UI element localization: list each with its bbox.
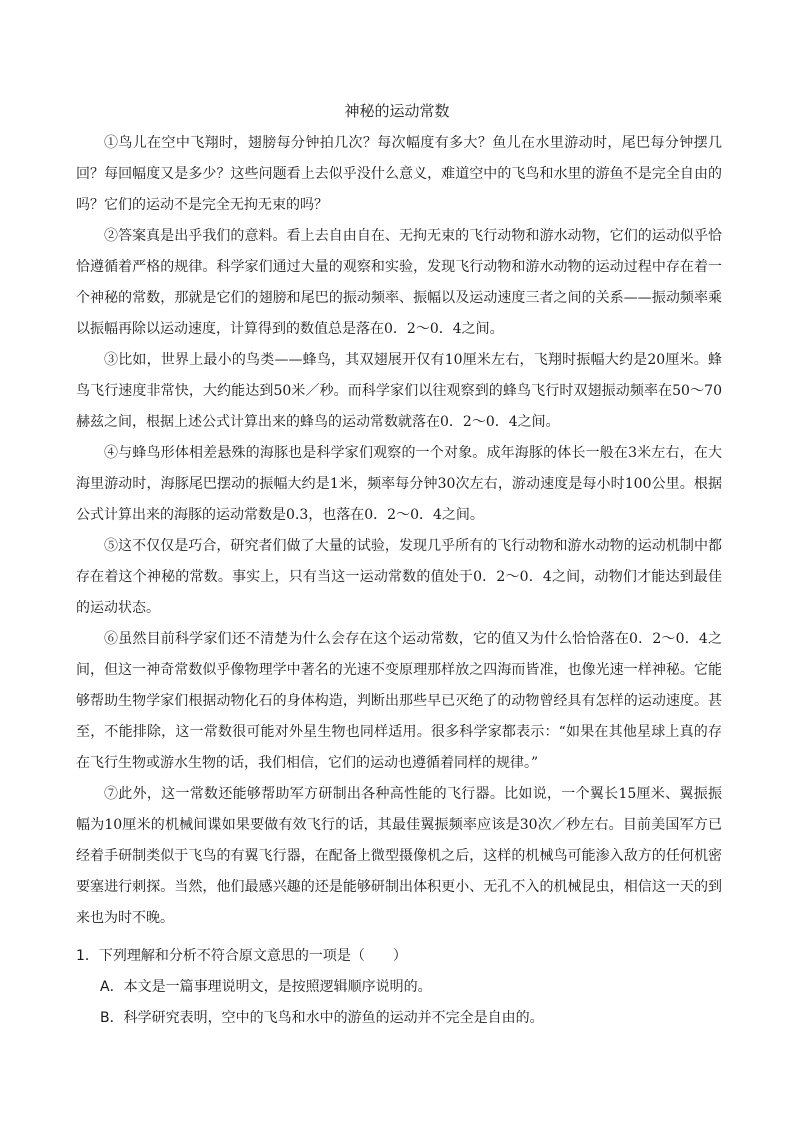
paragraph-5: ⑤这不仅仅是巧合，研究者们做了大量的试验，发现几乎所有的飞行动物和游水动物的运动机制中都存在着这个神秘的常数。事实上，只有当这一运动常数的值处于0．2～0．4之间，动物们才能达到最佳的运动状态。 [76,538,722,616]
question-stem: 1．下列理解和分析不符合原文意思的一项是（ ） [76,948,407,964]
paragraph-3: ③比如，世界上最小的鸟类——蜂鸟，其双翅展开仅有10厘米左右，飞翔时振幅大约是20厘米。蜂鸟飞行速度非常快，大约能达到50米／秒。而科学家们以往观察到的蜂鸟飞行时双翅振动频率在50～70赫兹之间，根据上述公式计算出来的蜂鸟的运动常数就落在0．2～0．4之间。 [76,352,722,430]
paragraph-4: ④与蜂鸟形体相差悬殊的海豚也是科学家们观察的一个对象。成年海豚的体长一般在3米左右，在大海里游动时，海豚尾巴摆动的振幅大约是1米，频率每分钟30次左右，游动速度是每小时100公里。根据公式计算出来的海豚的运动常数是0.3，也落在0．2～0．4之间。 [76,445,722,523]
question-1 [76,941,722,1034]
option-a: A．本文是一篇事理说明文，是按照逻辑顺序说明的。 [100,979,432,995]
option-b: B．科学研究表明，空中的飞鸟和水中的游鱼的运动并不完全是自由的。 [100,1010,544,1026]
paragraph-7: ⑦此外，这一常数还能够帮助军方研制出各种高性能的飞行器。比如说，一个翼长15厘米、翼振振幅为10厘米的机械间谍如果要做有效飞行的话，其最佳翼振频率应该是30次／秒左右。目前美国军方已经着手研制类似于飞鸟的有翼飞行器，在配备上微型摄像机之后，这样的机械鸟可能渗入敌方的任何机密要塞进行刺探。当然，他们最感兴趣的还是能够研制出体积更小、无孔不入的机械昆虫，相信这一天的到来也为时不晚。 [76,786,722,926]
paragraph-2: ②答案真是出乎我们的意料。看上去自由自在、无拘无束的飞行动物和游水动物，它们的运动似乎恰恰遵循着严格的规律。科学家们通过大量的观察和实验，发现飞行动物和游水动物的运动过程中存在着一个神秘的常数，那就是它们的翅膀和尾巴的振动频率、振幅以及运动速度三者之间的关系——振动频率乘以振幅再除以运动速度，计算得到的数值总是落在0．2～0．4之间。 [76,228,722,337]
paragraph-6: ⑥虽然目前科学家们还不清楚为什么会存在这个运动常数，它的值又为什么恰恰落在0．2～0．4之间，但这一神奇常数似乎像物理学中著名的光速不变原理那样放之四海而皆准，也像光速一样神秘。它能够帮助生物学家们根据动物化石的身体构造，判断出那些早已灭绝了的动物曾经具有怎样的运动速度。甚至，不能排除，这一常数很可能对外星生物也同样适用。很多科学家都表示：“如果在其他星球上真的存在飞行生物或游水生物的话，我们相信，它们的运动也遵循着同样的规律。” [76,631,722,771]
paragraph-1: ①鸟儿在空中飞翔时，翅膀每分钟拍几次？每次幅度有多大？鱼儿在水里游动时，尾巴每分钟摆几回？每回幅度又是多少？这些问题看上去似乎没什么意义，难道空中的飞鸟和水里的游鱼不是完全自由的吗？它们的运动不是完全无拘无束的吗？ [76,135,722,213]
article-title: 神秘的运动常数 [344,102,450,120]
article-body [76,128,722,934]
